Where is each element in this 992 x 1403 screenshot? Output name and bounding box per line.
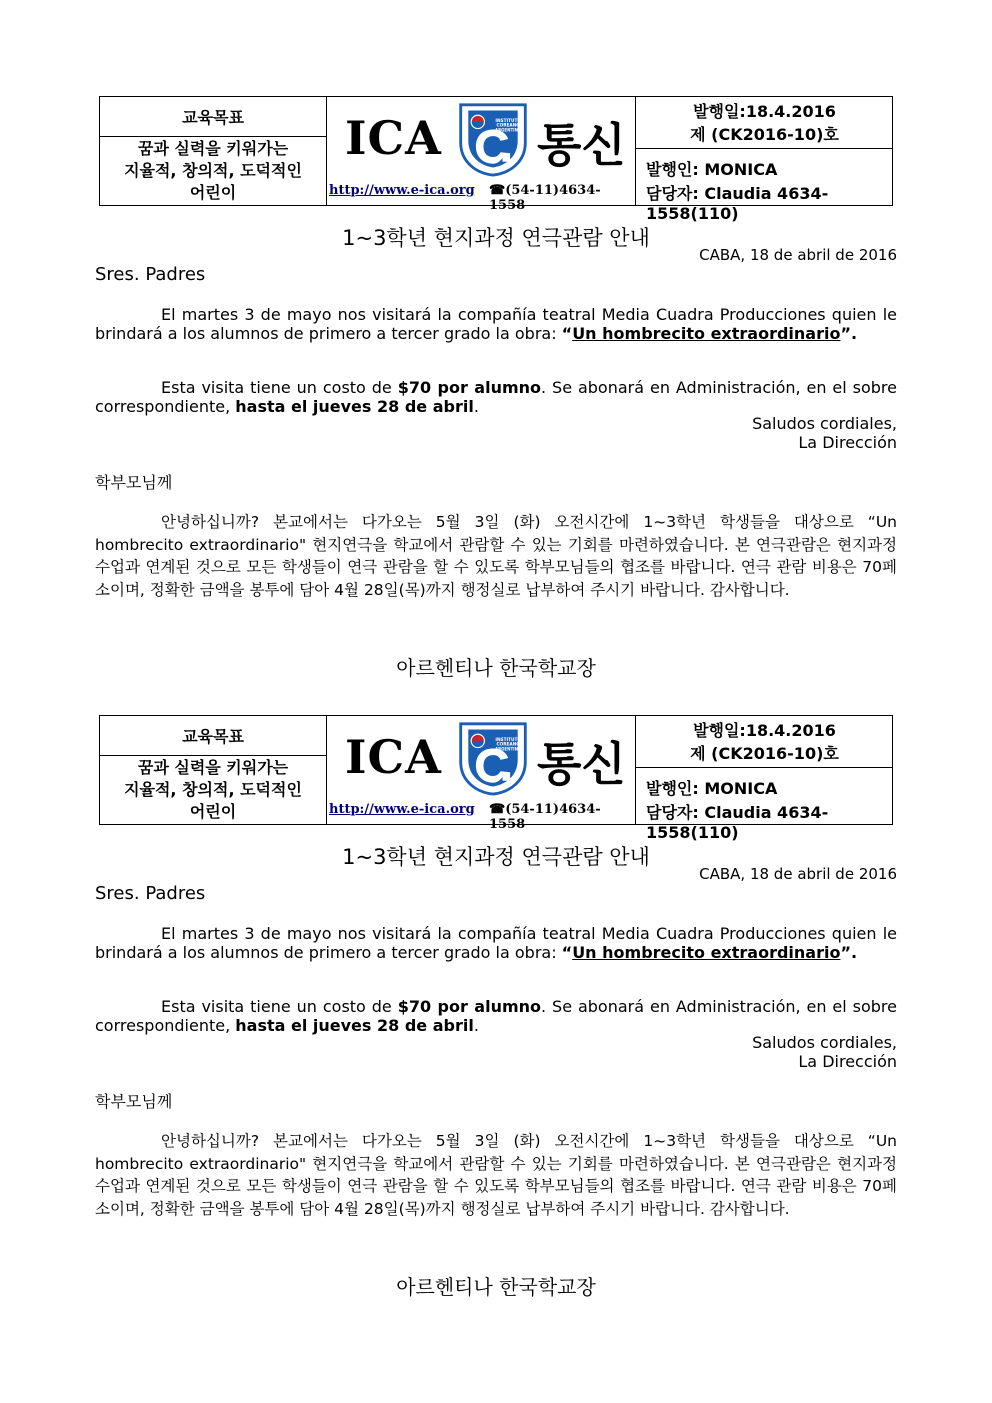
goal-line: 꿈과 실력을 키워가는: [137, 139, 289, 158]
closing: [752, 414, 897, 452]
newsletter-header: [99, 96, 893, 223]
p2-end: .: [473, 1016, 479, 1035]
closing: [752, 1033, 897, 1071]
closing-line: La Dirección: [798, 1052, 897, 1071]
signature: 아르헨티나 한국학교장: [396, 656, 596, 680]
education-goal-box: [100, 716, 327, 824]
education-goal-box: [100, 97, 327, 205]
p2-text-a: Esta visita tiene un costo de: [161, 378, 398, 397]
notice-title: 1~3학년 현지과정 연극관람 안내: [342, 845, 650, 869]
p2-end: .: [473, 397, 479, 416]
deadline: hasta el jueves 28 de abril: [235, 397, 474, 416]
p2-text-a: Esta visita tiene un costo de: [161, 997, 398, 1016]
svg-text:INSTITUTO: INSTITUTO: [495, 737, 522, 743]
paragraph-spanish-1: [95, 924, 897, 962]
svg-text:COREANO: COREANO: [496, 123, 520, 129]
svg-text:INSTITUTO: INSTITUTO: [495, 118, 522, 124]
svg-text:ARGENTINO: ARGENTINO: [495, 746, 522, 752]
issue-info-box: [635, 716, 893, 842]
p1-quote-open: “: [561, 324, 573, 343]
play-title: Un hombrecito extraordinario: [572, 324, 841, 343]
phone-number: ☎(54-11)4634-1558: [489, 183, 601, 213]
notice-date: CABA, 18 de abril de 2016: [699, 865, 897, 883]
goal-label: 교육목표: [100, 97, 326, 137]
closing-line: Saludos cordiales,: [752, 414, 897, 433]
goal-label: 교육목표: [100, 716, 326, 756]
goal-line: 지율적, 창의적, 도덕적인: [124, 161, 302, 180]
paragraph-spanish-2: [95, 378, 897, 416]
p1-text: El martes 3 de mayo nos visitará la compañía teatral Media Cuadra Producciones quien le brindará a los alumnos de primero a tercer grado la obra:: [95, 924, 897, 962]
newsletter-header: [99, 715, 893, 842]
p1-text: El martes 3 de mayo nos visitará la compañía teatral Media Cuadra Producciones quien le brindará a los alumnos de primero a tercer grado la obra:: [95, 305, 897, 343]
salutation-spanish: Sres. Padres: [95, 264, 206, 285]
p2-text-b: . Se abonará en Administración, en el sobre correspondiente,: [95, 378, 898, 416]
goal-text: [100, 137, 326, 205]
brand-ica: ICA: [345, 730, 442, 784]
issue-box: [636, 97, 893, 149]
school-logo-icon: [455, 720, 531, 796]
website-link[interactable]: http://www.e-ica.org: [329, 183, 475, 198]
goal-text: [100, 756, 326, 824]
deadline: hasta el jueves 28 de abril: [235, 1016, 474, 1035]
paragraph-korean: 안녕하십니까? 본교에서는 다가오는 5월 3일 (화) 오전시간에 1~3학년 학생들을 대상으로 “Un hombrecito extraordinario" 현지연극을 학교에서 관람할 수 있는 기회를 마련하였습니다. 본 연극관람은 현지과정 수업과 연계된 것으로 모든 학생들이 연극 관람을 할 수 있도록 학부모님들의 협조를 바랍니다. 연극 관람 비용은 70페소이며, 정확한 금액을 봉투에 담아 4월 28일(목)까지 행정실로 납부하여 주시기 바랍니다. 감사합니다.: [95, 1132, 897, 1218]
goal-line: 어린이: [189, 183, 237, 202]
p1-end: ”.: [840, 324, 858, 343]
cost: $70 por alumno: [397, 997, 542, 1016]
goal-line: 어린이: [189, 802, 237, 821]
notice-date: CABA, 18 de abril de 2016: [699, 246, 897, 264]
issue-info-box: [635, 97, 893, 223]
contact: 담당자: Claudia 4634-1558(110): [646, 184, 829, 223]
publisher: 발행인: MONICA: [646, 160, 778, 179]
brand-tongsin: 통신: [537, 737, 626, 791]
svg-text:ARGENTINO: ARGENTINO: [495, 127, 522, 133]
issue-date: 발행일:18.4.2016: [693, 102, 836, 121]
brand-ica: ICA: [345, 111, 442, 165]
issue-date: 발행일:18.4.2016: [693, 721, 836, 740]
svg-text:COREANO: COREANO: [496, 742, 520, 748]
paragraph-spanish-2: [95, 997, 897, 1035]
publisher: 발행인: MONICA: [646, 779, 778, 798]
brand-box: [327, 716, 634, 832]
p2-text-b: . Se abonará en Administración, en el sobre correspondiente,: [95, 997, 898, 1035]
notice-copy: [0, 96, 992, 706]
salutation-korean: 학부모님께: [95, 1092, 173, 1111]
notice-copy: [0, 715, 992, 1325]
salutation-korean: 학부모님께: [95, 473, 173, 492]
p1-quote-open: “: [561, 943, 573, 962]
phone-number: ☎(54-11)4634-1558: [489, 802, 601, 832]
brand-tongsin: 통신: [537, 118, 626, 172]
issue-number: 제 (CK2016-10)호: [690, 125, 839, 144]
paragraph-korean: 안녕하십니까? 본교에서는 다가오는 5월 3일 (화) 오전시간에 1~3학년 학생들을 대상으로 “Un hombrecito extraordinario" 현지연극을 학교에서 관람할 수 있는 기회를 마련하였습니다. 본 연극관람은 현지과정 수업과 연계된 것으로 모든 학생들이 연극 관람을 할 수 있도록 학부모님들의 협조를 바랍니다. 연극 관람 비용은 70페소이며, 정확한 금액을 봉투에 담아 4월 28일(목)까지 행정실로 납부하여 주시기 바랍니다. 감사합니다.: [95, 513, 897, 599]
signature: 아르헨티나 한국학교장: [396, 1275, 596, 1299]
closing-line: La Dirección: [798, 433, 897, 452]
cost: $70 por alumno: [397, 378, 542, 397]
issue-box: [636, 716, 893, 768]
paragraph-spanish-1: [95, 305, 897, 343]
website-link[interactable]: http://www.e-ica.org: [329, 802, 475, 817]
notice-title: 1~3학년 현지과정 연극관람 안내: [342, 226, 650, 250]
closing-line: Saludos cordiales,: [752, 1033, 897, 1052]
salutation-spanish: Sres. Padres: [95, 883, 206, 904]
goal-line: 지율적, 창의적, 도덕적인: [124, 780, 302, 799]
p1-end: ”.: [840, 943, 858, 962]
issue-number: 제 (CK2016-10)호: [690, 744, 839, 763]
school-logo-icon: [455, 101, 531, 177]
play-title: Un hombrecito extraordinario: [572, 943, 841, 962]
brand-box: [327, 97, 634, 213]
goal-line: 꿈과 실력을 키워가는: [137, 758, 289, 777]
contact: 담당자: Claudia 4634-1558(110): [646, 803, 829, 842]
